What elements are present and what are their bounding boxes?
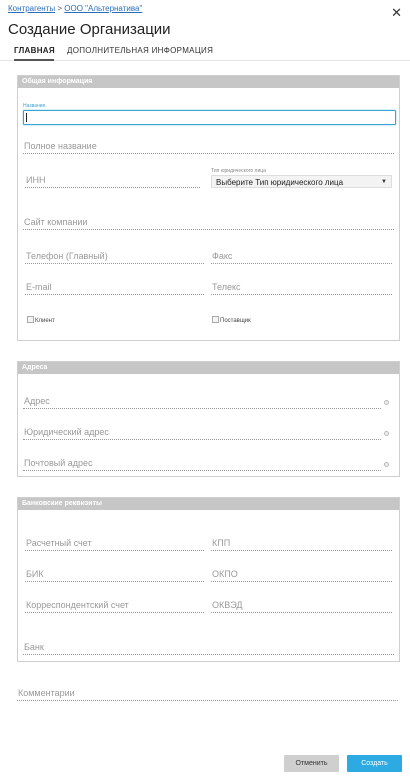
addresses-header: Адреса	[18, 362, 399, 374]
full-name-field[interactable]	[23, 139, 394, 154]
postal-address-field[interactable]	[23, 456, 381, 471]
breadcrumb	[8, 4, 142, 13]
legal-type-select[interactable]	[211, 175, 392, 188]
phone-label: Телефон (Главный)	[26, 251, 108, 261]
general-info-header: Общая информация	[18, 76, 399, 88]
okved-field[interactable]	[211, 598, 392, 613]
bank-name-label: Банк	[24, 642, 44, 652]
tab-additional-info[interactable]: ДОПОЛНИТЕЛЬНАЯ ИНФОРМАЦИЯ	[67, 46, 214, 55]
location-icon[interactable]	[384, 462, 389, 467]
comments-field[interactable]	[17, 686, 398, 701]
page-title: Создание Организации	[8, 21, 171, 38]
telex-label: Телекс	[212, 282, 241, 292]
telex-field[interactable]	[211, 280, 392, 295]
okpo-label: ОКПО	[212, 569, 238, 579]
account-field[interactable]	[25, 536, 204, 551]
bank-name-field[interactable]	[23, 640, 394, 655]
fax-field[interactable]	[211, 249, 392, 264]
breadcrumb-parent-link[interactable]: Контрагенты	[8, 4, 56, 13]
breadcrumb-separator: >	[57, 4, 63, 13]
breadcrumb-current-link[interactable]: ООО "Альтернатива"	[64, 4, 143, 13]
legal-type-value: Выберите Тип юридического лица	[216, 178, 344, 187]
bank-details-header: Банковские реквизиты	[18, 498, 399, 510]
fax-label: Факс	[212, 251, 233, 261]
general-info-panel	[17, 75, 400, 341]
checkbox-box	[212, 316, 219, 323]
okpo-field[interactable]	[211, 567, 392, 582]
corr-account-label: Корреспондентский счет	[26, 600, 129, 610]
inn-label: ИНН	[26, 175, 46, 185]
email-label: E-mail	[26, 282, 52, 292]
bank-details-panel	[17, 497, 400, 662]
email-field[interactable]	[25, 280, 204, 295]
legal-type-label: Тип юридического лица	[211, 168, 266, 174]
kpp-field[interactable]	[211, 536, 392, 551]
name-label: Название	[23, 103, 46, 109]
client-label: Клиент	[35, 318, 55, 324]
tab-divider	[0, 60, 410, 61]
text-caret	[26, 113, 27, 122]
website-label: Сайт компании	[24, 217, 88, 227]
okved-label: ОКВЭД	[212, 600, 243, 610]
address-field[interactable]	[23, 394, 381, 409]
postal-address-label: Почтовый адрес	[24, 458, 93, 468]
name-input[interactable]	[23, 110, 396, 125]
website-field[interactable]	[23, 215, 394, 230]
corr-account-field[interactable]	[25, 598, 204, 613]
cancel-button[interactable]: Отменить	[284, 755, 339, 772]
supplier-label: Поставщик	[220, 318, 251, 324]
client-checkbox[interactable]	[27, 316, 55, 324]
bik-field[interactable]	[25, 567, 204, 582]
tab-main[interactable]: ГЛАВНАЯ	[14, 46, 55, 55]
phone-field[interactable]	[25, 249, 204, 264]
full-name-label: Полное название	[24, 141, 97, 151]
account-label: Расчетный счет	[26, 538, 92, 548]
legal-address-label: Юридический адрес	[24, 427, 109, 437]
legal-address-field[interactable]	[23, 425, 381, 440]
checkbox-box	[27, 316, 34, 323]
supplier-checkbox[interactable]	[212, 316, 251, 324]
create-button[interactable]: Создать	[347, 755, 402, 772]
location-icon[interactable]	[384, 400, 389, 405]
chevron-down-icon: ▼	[381, 179, 387, 185]
close-icon[interactable]: ✕	[391, 5, 402, 20]
address-label: Адрес	[24, 396, 50, 406]
location-icon[interactable]	[384, 431, 389, 436]
active-tab-indicator	[14, 59, 54, 61]
inn-field[interactable]	[25, 173, 200, 188]
bik-label: БИК	[26, 569, 44, 579]
comments-label: Комментарии	[18, 688, 75, 698]
kpp-label: КПП	[212, 538, 231, 548]
addresses-panel	[17, 361, 400, 477]
